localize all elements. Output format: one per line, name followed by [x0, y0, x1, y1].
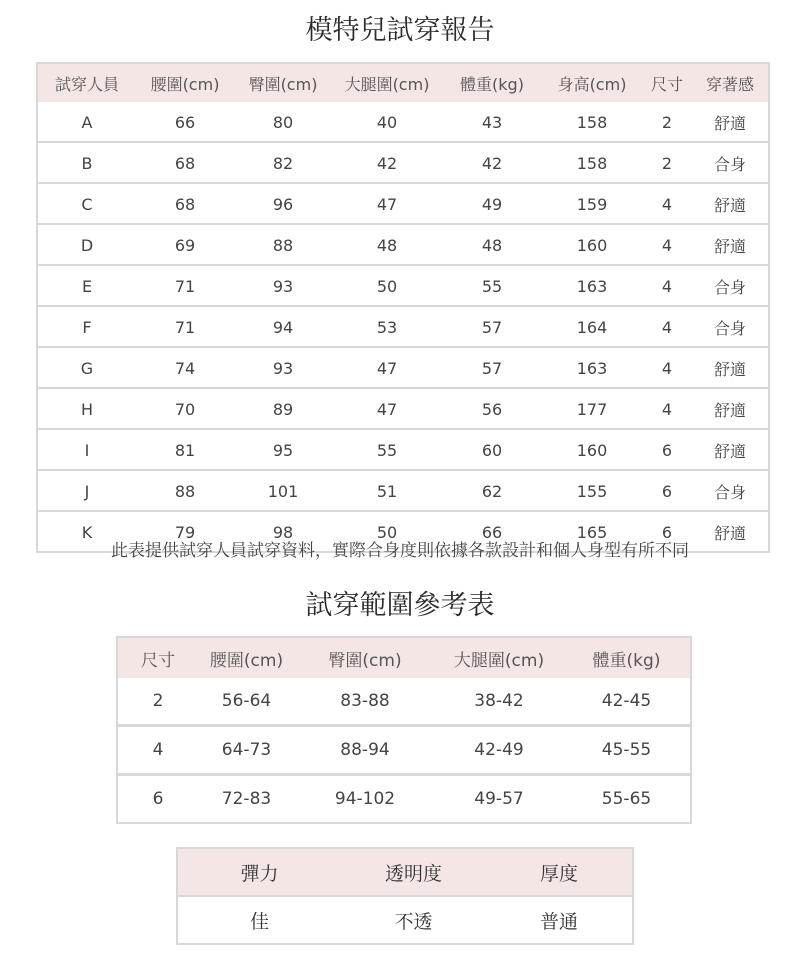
- table-cell: 50: [376, 277, 398, 296]
- table-cell: 2: [661, 154, 673, 173]
- column-header: 透明度: [384, 862, 442, 885]
- table-cell: 48: [376, 236, 398, 255]
- table-header-row: [118, 638, 690, 678]
- table-cell: 47: [376, 400, 398, 419]
- table-cell: C: [81, 195, 93, 214]
- table-cell: 81: [174, 441, 196, 460]
- table-row: [38, 350, 768, 389]
- table-cell: 57: [481, 359, 503, 378]
- range-title: 試穿範圍參考表: [305, 590, 495, 621]
- table-cell: 4: [152, 740, 164, 760]
- report-title: 模特兒試穿報告: [305, 15, 495, 46]
- fabric-properties-table: [176, 847, 634, 945]
- table-cell: 合身: [713, 155, 746, 174]
- table-cell: 160: [576, 441, 608, 460]
- table-row: [178, 897, 632, 943]
- table-cell: 80: [272, 113, 294, 132]
- table-cell: J: [84, 482, 90, 501]
- table-cell: 158: [576, 113, 608, 132]
- table-cell: 42: [376, 154, 398, 173]
- table-row: [38, 309, 768, 348]
- table-row: [38, 432, 768, 471]
- table-row: [118, 724, 690, 773]
- table-body: [118, 678, 690, 822]
- table-cell: 6: [661, 482, 673, 501]
- table-cell: 42: [481, 154, 503, 173]
- table-cell: 55-65: [601, 789, 652, 809]
- table-cell: 66: [174, 113, 196, 132]
- table-cell: 70: [174, 400, 196, 419]
- table-cell: 93: [272, 359, 294, 378]
- table-cell: 165: [576, 523, 608, 542]
- table-cell: 79: [174, 523, 196, 542]
- column-header: 厚度: [539, 862, 578, 885]
- table-cell: 普通: [539, 910, 578, 933]
- table-row: [38, 145, 768, 184]
- table-cell: 68: [174, 154, 196, 173]
- table-body: [38, 104, 768, 551]
- table-cell: 50: [376, 523, 398, 542]
- table-cell: 47: [376, 359, 398, 378]
- table-cell: 159: [576, 195, 608, 214]
- table-row: [38, 473, 768, 512]
- table-cell: 4: [661, 236, 673, 255]
- table-cell: 4: [661, 400, 673, 419]
- table-row: [38, 104, 768, 143]
- table-cell: 舒適: [713, 524, 746, 543]
- table-cell: 40: [376, 113, 398, 132]
- column-header: 尺寸: [141, 650, 175, 671]
- table-cell: 2: [152, 691, 164, 711]
- table-cell: 66: [481, 523, 503, 542]
- table-cell: 舒適: [713, 237, 746, 256]
- table-header-row: [178, 849, 632, 897]
- column-header: 臀圍(cm): [328, 650, 402, 671]
- table-cell: 51: [376, 482, 398, 501]
- table-cell: 合身: [713, 278, 746, 297]
- table-cell: 4: [661, 359, 673, 378]
- table-cell: 舒適: [713, 114, 746, 133]
- table-cell: 71: [174, 277, 196, 296]
- table-row: [38, 186, 768, 225]
- table-cell: E: [81, 277, 93, 296]
- table-cell: 69: [174, 236, 196, 255]
- table-cell: 55: [481, 277, 503, 296]
- table-cell: 53: [376, 318, 398, 337]
- table-cell: 56: [481, 400, 503, 419]
- table-cell: 舒適: [713, 401, 746, 420]
- table-cell: 合身: [713, 319, 746, 338]
- table-cell: 98: [272, 523, 294, 542]
- table-cell: 64-73: [221, 740, 272, 760]
- table-cell: 68: [174, 195, 196, 214]
- table-cell: 6: [661, 523, 673, 542]
- column-header: 大腿圍(cm): [453, 650, 545, 671]
- table-cell: 48: [481, 236, 503, 255]
- column-header: 彈力: [240, 862, 279, 885]
- table-cell: 88-94: [340, 740, 390, 760]
- table-header-row: [38, 64, 768, 104]
- table-cell: 72-83: [221, 789, 272, 809]
- table-cell: 71: [174, 318, 196, 337]
- column-header: 試穿人員: [54, 74, 119, 94]
- table-cell: 合身: [713, 483, 746, 502]
- table-cell: 82: [272, 154, 294, 173]
- table-cell: 88: [272, 236, 294, 255]
- table-cell: 2: [661, 113, 673, 132]
- disclaimer-note: 此表提供試穿人員試穿資料，實際合身度則依據各款設計和個人身型有所不同: [111, 541, 689, 561]
- table-cell: 56-64: [221, 691, 272, 711]
- fit-report-table: [36, 62, 770, 553]
- table-cell: 45-55: [601, 740, 652, 760]
- table-cell: 89: [272, 400, 294, 419]
- table-cell: 舒適: [713, 196, 746, 215]
- table-cell: 4: [661, 277, 673, 296]
- column-header: 尺寸: [650, 74, 683, 94]
- table-cell: 177: [576, 400, 608, 419]
- table-cell: F: [82, 318, 92, 337]
- table-cell: 163: [576, 359, 608, 378]
- table-row: [38, 268, 768, 307]
- table-cell: 57: [481, 318, 503, 337]
- table-cell: 舒適: [713, 360, 746, 379]
- table-cell: 4: [661, 195, 673, 214]
- table-cell: 94: [272, 318, 294, 337]
- table-cell: 155: [576, 482, 608, 501]
- column-header: 體重(kg): [592, 650, 661, 671]
- table-cell: 4: [661, 318, 673, 337]
- table-cell: 160: [576, 236, 608, 255]
- table-cell: H: [80, 400, 94, 419]
- table-cell: 49: [481, 195, 503, 214]
- column-header: 腰圍(cm): [150, 74, 220, 94]
- size-range-table: [116, 636, 692, 824]
- table-cell: G: [80, 359, 94, 378]
- table-row: [118, 678, 690, 724]
- table-cell: 96: [272, 195, 294, 214]
- table-row: [38, 391, 768, 430]
- table-cell: 94-102: [334, 789, 396, 809]
- table-row: [38, 227, 768, 266]
- column-header: 腰圍(cm): [209, 650, 284, 671]
- table-cell: D: [80, 236, 94, 255]
- table-cell: I: [84, 441, 90, 460]
- table-cell: 163: [576, 277, 608, 296]
- table-cell: 47: [376, 195, 398, 214]
- table-cell: 6: [152, 789, 164, 809]
- table-cell: 164: [576, 318, 608, 337]
- table-cell: 舒適: [713, 442, 746, 461]
- table-cell: 88: [174, 482, 196, 501]
- table-cell: K: [81, 523, 93, 542]
- table-cell: 95: [272, 441, 294, 460]
- table-row: [118, 773, 690, 822]
- table-cell: 佳: [249, 910, 269, 933]
- column-header: 身高(cm): [557, 74, 627, 94]
- column-header: 穿著感: [705, 74, 754, 94]
- table-cell: A: [81, 113, 93, 132]
- table-cell: 62: [481, 482, 503, 501]
- table-cell: 101: [267, 482, 299, 501]
- table-cell: 93: [272, 277, 294, 296]
- table-cell: 42-49: [474, 740, 524, 760]
- column-header: 大腿圍(cm): [344, 74, 430, 94]
- table-cell: B: [81, 154, 93, 173]
- table-cell: 60: [481, 441, 503, 460]
- column-header: 體重(kg): [460, 74, 524, 94]
- table-cell: 不透: [394, 910, 433, 933]
- table-cell: 74: [174, 359, 196, 378]
- table-cell: 49-57: [474, 789, 524, 809]
- table-cell: 158: [576, 154, 608, 173]
- table-cell: 42-45: [601, 691, 652, 711]
- table-cell: 6: [661, 441, 673, 460]
- table-cell: 43: [481, 113, 503, 132]
- table-cell: 55: [376, 441, 398, 460]
- table-cell: 83-88: [340, 691, 390, 711]
- column-header: 臀圍(cm): [248, 74, 318, 94]
- table-cell: 38-42: [474, 691, 524, 711]
